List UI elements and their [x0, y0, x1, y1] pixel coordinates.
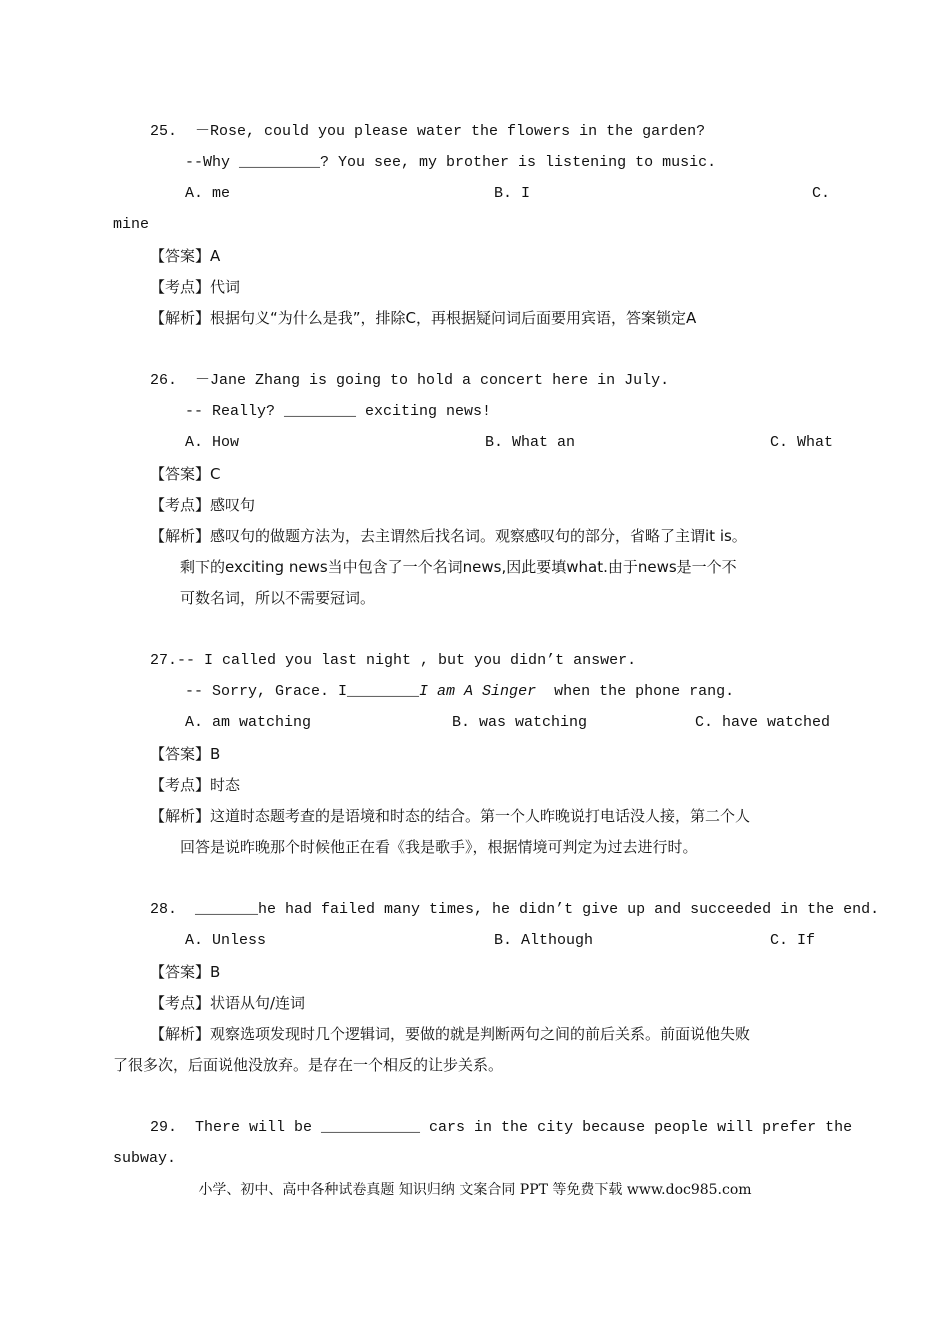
q28-option-a: A. Unless — [185, 932, 267, 949]
q27-reply — [185, 682, 734, 702]
q25-option-c: C. — [812, 185, 831, 202]
q27-option-c: C. have watched — [695, 714, 831, 731]
q26-analysis-line-2: 剩下的exciting news当中包含了一个名词news,因此要填what.由于news是一个不 — [180, 558, 737, 576]
q25-option-c-text: mine — [113, 216, 150, 233]
q28-point: 【考点】状语从句/连词 — [150, 994, 306, 1012]
q27-analysis-line-2: 回答是说昨晚那个时候他正在看《我是歌手》，根据情境可判定为过去进行时。 — [180, 838, 698, 856]
q26-answer: 【答案】C — [150, 465, 221, 483]
q27-answer: 【答案】B — [150, 745, 221, 763]
q26-option-a: A. How — [185, 434, 240, 451]
q28-stem: 28. _______he had failed many times, he didn’t give up and succeeded in the end. — [150, 901, 880, 918]
q25-answer: 【答案】A — [150, 247, 221, 265]
q25-analysis: 【解析】根据句义“为什么是我”，排除C，再根据疑问词后面要用宾语，答案锁定A — [150, 309, 697, 327]
q28-option-c: C. If — [770, 932, 816, 949]
q27-reply-title: I am A Singer — [419, 683, 537, 700]
q26-analysis-line-3: 可数名词，所以不需要冠词。 — [180, 589, 376, 607]
q25-point: 【考点】代词 — [150, 278, 241, 296]
q27-option-a: A. am watching — [185, 714, 312, 731]
q28-analysis-line-2: 了很多次，后面说他没放弃。是存在一个相反的让步关系。 — [113, 1056, 504, 1074]
q27-reply-lead: -- Sorry, Grace. I________ — [185, 683, 420, 700]
q27-reply-tail: when the phone rang. — [536, 683, 735, 700]
q27-option-b: B. was watching — [452, 714, 588, 731]
page-footer: 小学、初中、高中各种试卷真题 知识归纳 文案合同 PPT 等免费下载 www.doc985.com — [198, 1182, 752, 1198]
q26-analysis-line-1: 【解析】感叹句的做题方法为，去主谓然后找名词。观察感叹句的部分，省略了主谓it is。 — [150, 527, 747, 545]
q28-option-b: B. Although — [494, 932, 594, 949]
q26-point: 【考点】感叹句 — [150, 496, 256, 514]
q27-point: 【考点】时态 — [150, 776, 241, 794]
q26-stem: 26. －Jane Zhang is going to hold a concert here in July. — [150, 372, 670, 389]
q29-stem: 29. There will be ___________ cars in the city because people will prefer the — [150, 1119, 853, 1136]
q26-option-b: B. What an — [485, 434, 576, 451]
q28-analysis-line-1: 【解析】观察选项发现时几个逻辑词，要做的就是判断两句之间的前后关系。前面说他失败 — [150, 1025, 751, 1043]
q27-stem: 27.-- I called you last night , but you didn’t answer. — [150, 652, 637, 669]
q29-stem-continued: subway. — [113, 1150, 177, 1167]
q27-analysis-line-1: 【解析】这道时态题考查的是语境和时态的结合。第一个人昨晚说打电话没人接，第二个人 — [150, 807, 751, 825]
q26-reply: -- Really? ________ exciting news! — [185, 403, 492, 420]
q25-option-a: A. me — [185, 185, 231, 202]
q25-stem: 25. －Rose, could you please water the flowers in the garden? — [150, 123, 706, 140]
q25-reply: --Why _________? You see, my brother is listening to music. — [185, 154, 717, 171]
q28-answer: 【答案】B — [150, 963, 221, 981]
q26-option-c: C. What — [770, 434, 834, 451]
q25-option-b: B. I — [494, 185, 531, 202]
